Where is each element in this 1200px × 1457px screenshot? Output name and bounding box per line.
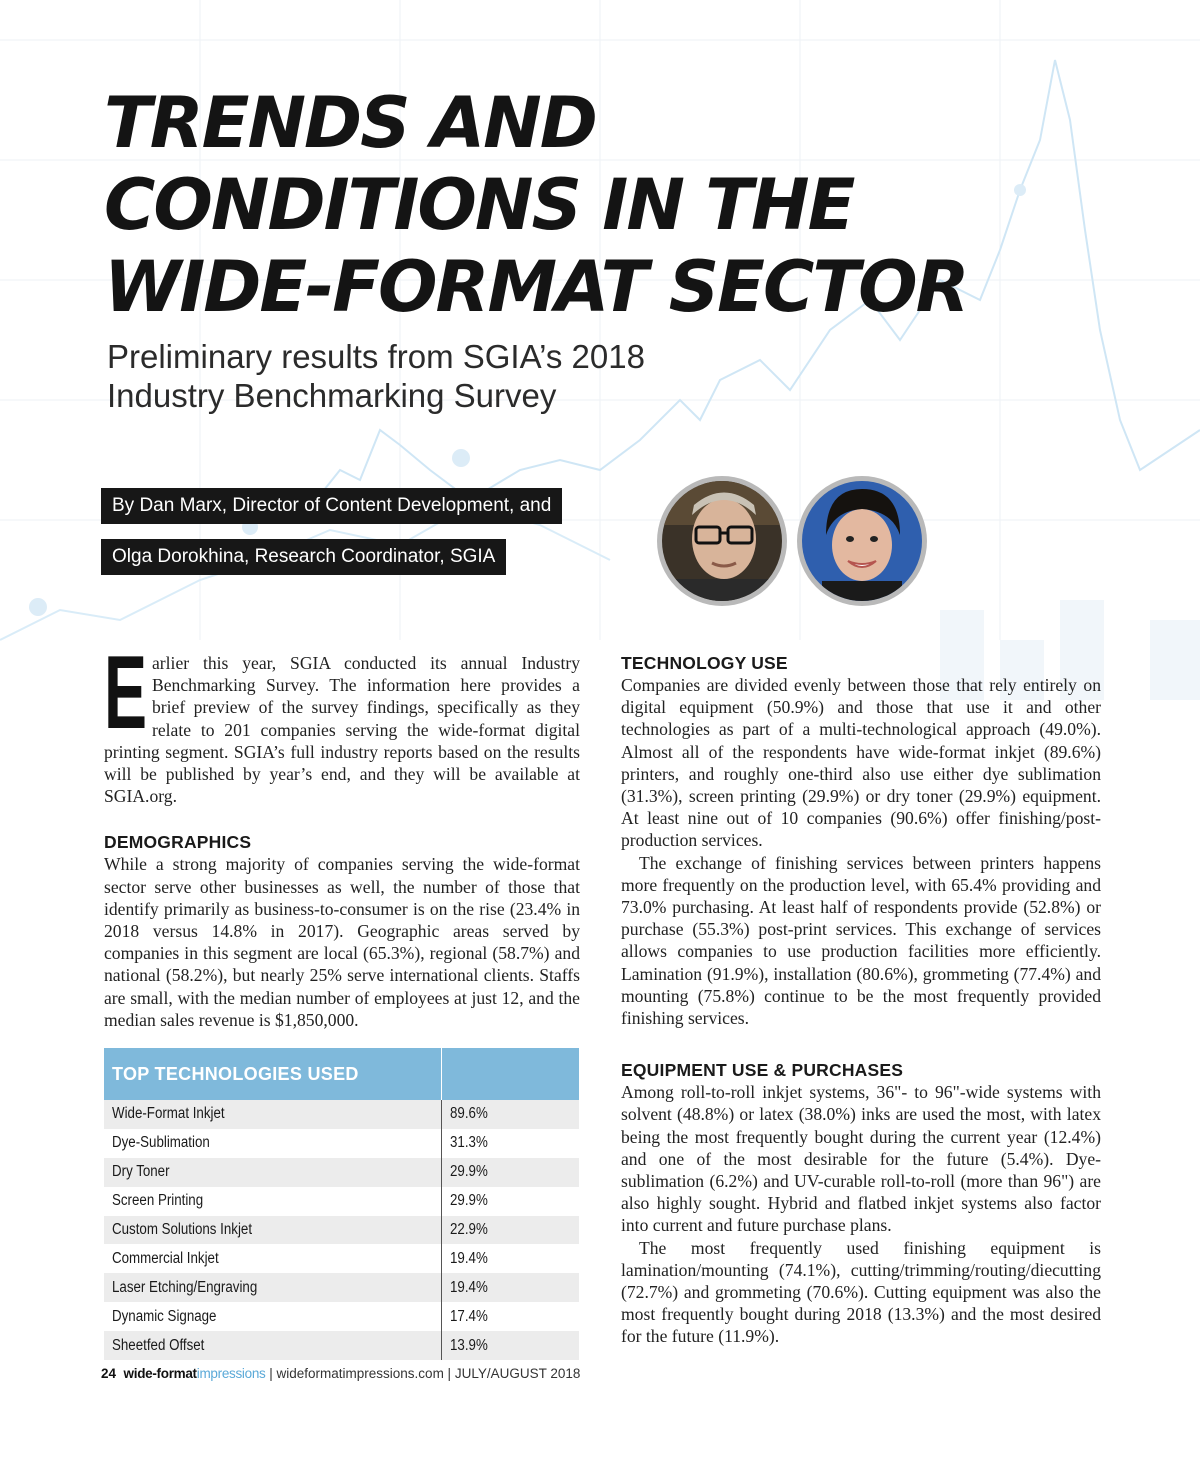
demographics-heading: DEMOGRAPHICS: [104, 832, 252, 853]
technology-name-cell: [104, 1187, 442, 1216]
technology-percent: 22.9%: [450, 1221, 488, 1238]
table-row: [104, 1273, 579, 1302]
technology-percent: 13.9%: [450, 1336, 488, 1354]
author-portrait-olga-dorokhina: [796, 475, 928, 607]
technology-percent-cell: [442, 1129, 580, 1158]
technology-percent: 19.4%: [450, 1249, 488, 1267]
technology-use-paragraph: Companies are divided evenly between those that rely entirely on digital equipment (50.9%) and those that use it and other technologies as part of a multi-technological approach (49.0%). Almost all of the respondents have wide-format inkjet (89.6%) printers, and roughly one-third also use either dye sublimation (31.3%), screen printing (29.9%) or dry toner (29.9%) equipment. At least nine out of 10 companies (90.6%) offer finishing/post-production services.: [621, 675, 1101, 851]
technology-name: Dry Toner: [112, 1163, 170, 1181]
article-title: [104, 82, 1164, 328]
technology-percent-cell: [442, 1273, 580, 1302]
technology-percent: 31.3%: [450, 1134, 488, 1152]
technology-percent-cell: [442, 1187, 580, 1216]
technology-name: Custom Solutions Inkjet: [112, 1221, 253, 1238]
technology-name-cell: [104, 1331, 442, 1360]
technology-name: Dye-Sublimation: [112, 1134, 210, 1152]
technology-name-cell: [104, 1302, 442, 1331]
technology-name: Laser Etching/Engraving: [112, 1278, 258, 1296]
technology-name-cell: [104, 1216, 442, 1245]
technology-name-cell: [104, 1244, 442, 1273]
technology-name: Dynamic Signage: [112, 1307, 217, 1325]
technology-use-paragraph: The exchange of finishing services between printers happens more frequently on the production level, with 65.4% providing and 73.0% purchasing. At least half of respondents provide (52.8%) or purchase (55.3%) post-print services. This exchange of services allows companies to use production facilities more efficiently. Lamination (91.9%), installation (80.6%), grommeting (77.4%) and mounting (75.8%) continue to be the most frequently provided finishing services.: [621, 852, 1101, 1029]
article-title-line: WIDE-FORMAT SECTOR: [104, 246, 968, 328]
intro-paragraph: [104, 635, 580, 807]
technology-name-cell: [104, 1273, 442, 1302]
technology-percent-cell: [442, 1158, 580, 1187]
byline-line: By Dan Marx, Director of Content Development, and: [101, 488, 562, 524]
technology-use-heading: TECHNOLOGY USE: [621, 653, 788, 673]
table-row: [104, 1331, 579, 1360]
technology-percent-cell: [442, 1331, 580, 1360]
footer-text: | wideformatimpressions.com | JULY/AUGUST 2018: [265, 1366, 581, 1381]
technology-percent-cell: [442, 1244, 580, 1273]
demographics-paragraph: While a strong majority of companies serving the wide-format sector serve other businesses as well, the number of those that identify primarily as business-to-consumer is on the rise (23.4% in 2018 versus 14.8% in 2017). Geographic areas served by companies in this segment are local (65.3%), regional (58.7%) and national (58.2%), but nearly 25% serve international clients. Staffs are small, with the median number of employees at just 12, and the median sales revenue is $1,850,000.: [104, 854, 580, 1030]
equipment-paragraph: The most frequently used finishing equipment is lamination/mounting (74.1%), cutting/trimming/routing/diecutting (72.7%) and grommeting (70.6%). Cutting equipment was also the most frequently bought during 2018 (13.3%) and the most desired for the future (11.9%).: [621, 1237, 1101, 1347]
article-title-line: TRENDS AND: [104, 82, 596, 164]
technology-name: Screen Printing: [112, 1192, 204, 1210]
intro-text: arlier this year, SGIA conducted its annual Industry Benchmarking Survey. The information here provides a brief preview of the survey findings, specifically as they relate to 201 companies serving the wide-format digital printing segment. SGIA’s full industry reports based on the results will be published by year’s end, and they will be available at SGIA.org.: [104, 653, 580, 807]
magazine-logo-bold: wide-format: [123, 1366, 197, 1381]
table-header: TOP TECHNOLOGIES USED: [104, 1048, 442, 1100]
article-subtitle-line: Preliminary results from SGIA’s 2018: [107, 338, 645, 375]
top-technologies-table: [104, 1048, 579, 1360]
technology-name: Wide-Format Inkjet: [112, 1105, 225, 1123]
byline-line: Olga Dorokhina, Research Coordinator, SGIA: [101, 539, 506, 575]
left-column: [104, 635, 580, 1031]
drop-cap: E: [104, 635, 148, 751]
table-row: [104, 1100, 579, 1129]
article-title-line: CONDITIONS IN THE: [104, 164, 854, 246]
technology-name: Commercial Inkjet: [112, 1249, 219, 1267]
article-subtitle: [107, 337, 887, 415]
technology-name: Sheetfed Offset: [112, 1336, 205, 1354]
technology-percent: 89.6%: [450, 1105, 488, 1123]
technology-name-cell: [104, 1129, 442, 1158]
page-number: 24: [101, 1366, 117, 1381]
table-row: [104, 1158, 579, 1187]
technology-percent: 29.9%: [450, 1192, 488, 1210]
equipment-paragraph: Among roll-to-roll inkjet systems, 36"- to 96"-wide systems with solvent (48.8%) or latex (38.0%) inks are used the most, with latex being the most frequently bought during the current year (12.4%) and one of the most desirable for the future (5.4%). Dye-sublimation (6.2%) and UV-curable roll-to-roll (more than 96") are also highly sought. Hybrid and flatbed inkjet systems also factor into current and future purchase plans.: [621, 1082, 1101, 1236]
technology-percent: 29.9%: [450, 1163, 488, 1181]
technology-percent-cell: [442, 1100, 580, 1129]
right-column: [621, 652, 1101, 1348]
folio: [101, 1366, 580, 1381]
technology-percent-cell: [442, 1216, 580, 1245]
table-header-blank: [442, 1048, 580, 1100]
table-row: [104, 1216, 579, 1245]
table-row: [104, 1244, 579, 1273]
magazine-logo-light: impressions: [196, 1366, 266, 1381]
article-subtitle-line: Industry Benchmarking Survey: [107, 377, 557, 414]
technology-name-cell: [104, 1100, 442, 1129]
technology-percent: 17.4%: [450, 1307, 488, 1325]
technology-name-cell: [104, 1158, 442, 1187]
author-portrait-dan-marx: [656, 475, 788, 607]
technology-percent: 19.4%: [450, 1278, 488, 1296]
table-row: [104, 1129, 579, 1158]
table-row: [104, 1187, 579, 1216]
equipment-heading: EQUIPMENT USE & PURCHASES: [621, 1060, 904, 1081]
table-header-row: [104, 1048, 579, 1100]
technology-percent-cell: [442, 1302, 580, 1331]
table-row: [104, 1302, 579, 1331]
